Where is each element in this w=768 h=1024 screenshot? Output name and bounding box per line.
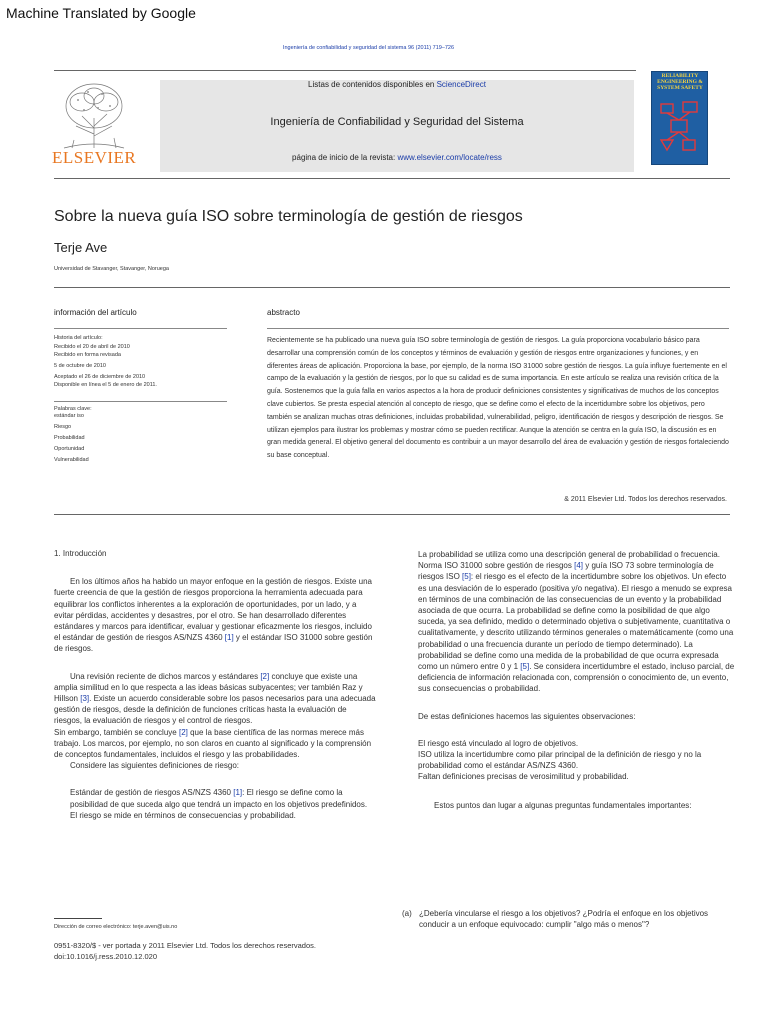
keywords-rule [54,401,227,402]
article-author: Terje Ave [54,240,108,255]
publication-info [54,940,384,962]
paragraph: Considere las siguientes definiciones de riesgo: [70,761,239,771]
paragraph-text: que la base científica de las normas merece más trabajo. Los marcos, por ejemplo, no son claros en cuanto al significado y la comprensión de conceptos fundamentales, incluidos el riesgo y las probabilidades. [54,727,372,760]
journal-name: Ingeniería de Confiabilidad y Seguridad del Sistema [270,116,524,128]
observation-item: El riesgo está vinculado al logro de objetivos. [418,738,579,748]
keyword-item: Oportunidad [54,446,85,452]
keyword-item: Vulnerabilidad [54,457,89,463]
history-revised: Recibido en forma revisada [54,352,121,358]
issn-line: 0951-8320/$ - ver portada y 2011 Elsevier Ltd. Todos los derechos reservados. [54,941,316,950]
keyword-item: estándar iso [54,413,84,419]
citation-link[interactable]: [2] [178,727,188,737]
history-online: Disponible en línea el 5 de enero de 2011. [54,382,157,388]
paragraph-text: Sin embargo, también se concluye [54,727,179,737]
keywords-label: Palabras clave: [54,406,92,412]
paragraph-text: : El riesgo se define como la posibilidad de que suceda algo que tendrá un impacto en los objetivos predefinidos. El riesgo se mide en términos de consecuencias y probabilidad. [70,788,368,820]
paragraph [418,560,736,694]
section-heading-introduction: 1. Introducción [54,549,107,558]
paragraph: Estos puntos dan lugar a algunas preguntas fundamentales importantes: [434,800,692,810]
article-title: Sobre la nueva guía ISO sobre terminología de gestión de riesgos [54,208,523,225]
history-received: Recibido el 20 de abril de 2010 [54,344,130,350]
abstract-body: Recientemente se ha publicado una nueva guía ISO sobre terminología de gestión de riesgos. La guía proporciona vocabulario básico para desarrollar una comprensión común de los conceptos y términos de evaluación y gestión de riesgos entre organizaciones y funciones, y en diferentes áreas de aplicación. Proporciona la base, por ejemplo, de la norma ISO 31000 sobre gestión de riesgos. La guía influye fuertemente en el campo de la evaluación y la gestión de riesgos, por lo que su calidad es de suma importancia. En este artículo se realiza una revisión crítica de la guía. Sostenemos que la guía falla en varios aspectos a la hora de producir definiciones consistentes y significativas de muchos de los conceptos clave cubiertos. Se presta especial atención al concepto de riesgo, que se define como el efecto de la incertidumbre sobre los objetivos, pero también se analizan muchas otras definiciones, incluidas probabilidad, vulnerabilidad, peligro, identificación de riesgos y descripción de riesgos. Se utilizan ejemplos para ilustrar los problemas y mostrar cómo se pueden rectificar. Aunque la atención se centra en la guía ISO, la discusión es en gran medida general. El objetivo general del documento es contribuir a un mayor desarrollo del área de evaluación y gestión de riesgos fortaleciendo su base conceptual. [267,337,729,460]
abstract-copyright: & 2011 Elsevier Ltd. Todos los derechos reservados. [564,496,727,503]
machine-translation-banner: Machine Translated by Google [6,5,196,21]
right-column [418,549,736,811]
article-info-rule [54,328,227,329]
keyword-item: Riesgo [54,424,72,430]
question-item-a [402,908,736,930]
observation-item: ISO utiliza la incertidumbre como pilar principal de la definición de riesgo y no la probabilidad como el estándar AS/NZS 4360. [418,750,702,771]
journal-cover-illustration [655,98,703,158]
question-list [402,908,736,930]
paragraph-text: y el estándar ISO 31000 sobre gestión de riesgos. [54,633,373,654]
paragraph: La probabilidad se utiliza como una descripción general de probabilidad o frecuencia. [418,550,720,559]
paragraph [54,576,376,654]
journal-cover-title: RELIABILITY ENGINEERING & SYSTEM SAFETY [657,73,703,91]
paragraph: De estas definiciones hacemos las siguientes observaciones: [418,711,636,721]
journal-reference[interactable]: Ingeniería de confiabilidad y seguridad del sistema 96 (2011) 719–726 [282,45,455,51]
paragraph-text: Norma ISO 31000 sobre gestión de riesgos [418,561,575,571]
doi-line[interactable]: doi:10.1016/j.ress.2010.12.020 [54,952,157,961]
article-history [54,335,157,389]
paragraph-text: En los últimos años ha habido un mayor enfoque en la gestión de riesgos. Existe una fuerte creencia de que la gestión de riesgos proporciona la herramienta adecuada para equilibrar los conflictos inherentes a la exploración de oportunidades, por un lado, y a evitar pérdidas, accidentes y desastres, por el otro. Se han desarrollado diferentes estándares y marcos para identificar, evaluar y gestionar eficazmente los riesgos, incluido el estándar de gestión de riesgos AS/NZS 4360 [54,577,372,643]
paragraph [54,727,376,761]
paragraph-text: Estándar de gestión de riesgos AS/NZS 4360 [70,788,234,798]
header-top-rule [54,70,636,71]
abstract-rule [267,328,729,329]
left-column [54,548,376,821]
paragraph-text: : el riesgo es el efecto de la incertidumbre sobre los objetivos. Un efecto es una desviación de lo esperado (positiva y/o negativa). El riesgo a menudo se expresa en términos de una combinación de las consecuencias de un evento y la probabilidad asociada de que ocurra. La probabilidad se define como la posibilidad de que algo suceda, ya sea definido, medido o determinado objetiva o subjetivamente, cuantitativa o cualitativamente, y descrito utilizando términos generales o matemáticamente (como una probabilidad o una frecuencia durante un período de tiempo determinado). La probabilidad se define como una medida de la probabilidad de que ocurra expresada como un número entre 0 y 1 [418,572,734,672]
paragraph [54,671,376,727]
contents-prefix: Listas de contenidos disponibles en [308,80,437,89]
paragraph-text: concluye que existe una amplia similitud en lo que respecta a las ideas básicas subyacentes; ver también Raz y Hillson [54,671,363,704]
abstract-bottom-rule [54,514,730,515]
history-revised-date: 5 de octubre de 2010 [54,363,106,369]
citation-link[interactable]: [2] [260,671,270,681]
history-label: Historia del artículo: [54,335,103,341]
keywords-block [54,406,92,464]
citation-link[interactable]: [5] [520,662,530,672]
title-bottom-rule [54,287,730,288]
journal-homepage-link[interactable]: www.elsevier.com/locate/ress [397,153,502,162]
abstract-heading: abstracto [267,308,300,317]
footnote-email: Dirección de correo electrónico: terje.aven@uis.no [54,924,178,930]
header-bottom-rule [54,178,730,179]
observation-item: Faltan definiciones precisas de verosimilitud y probabilidad. [418,772,629,782]
citation-link[interactable]: [5] [462,572,471,582]
citation-link[interactable]: [1] [233,788,243,798]
citation-link[interactable]: [4] [574,561,583,571]
paragraph-text: Una revisión reciente de dichos marcos y estándares [70,671,261,681]
homepage-prefix: página de inicio de la revista: [292,153,398,162]
keyword-item: Probabilidad [54,435,85,441]
question-text: ¿Debería vincularse el riesgo a los objetivos? ¿Podría el enfoque en los objetivos conducir a un enfoque equivocado: cumplir "algo más o menos"? [419,909,709,930]
citation-link[interactable]: [1] [224,633,234,643]
article-info-heading: información del artículo [54,308,137,317]
publisher-wordmark: ELSEVIER [52,148,137,167]
footnote-rule [54,918,102,919]
author-affiliation: Universidad de Stavanger, Stavanger, Noruega [54,266,169,272]
question-label: (a) [402,909,412,918]
citation-link[interactable]: [3] [80,694,90,704]
paragraph-text: . Existe un acuerdo considerable sobre los pasos necesarios para una adecuada gestión de riesgos, desde la definición de funciones críticas hasta la evaluación de riesgos, la evaluación de riesgos y el control de riesgos. [54,694,376,726]
contents-line [160,80,634,89]
definition-block [54,787,376,821]
paragraph-text: . Se considera incertidumbre el estado, incluso parcial, de deficiencia de información relacionada con, comprensión o conocimiento de, un evento, sus consecuencias o probabilidad. [418,662,735,694]
history-accepted: Aceptado el 26 de diciembre de 2010 [54,374,146,380]
paragraph-text: y guía ISO 73 sobre terminología de riesgos ISO [418,561,714,582]
journal-homepage-line [160,153,634,162]
sciencedirect-link[interactable]: ScienceDirect [436,80,486,89]
